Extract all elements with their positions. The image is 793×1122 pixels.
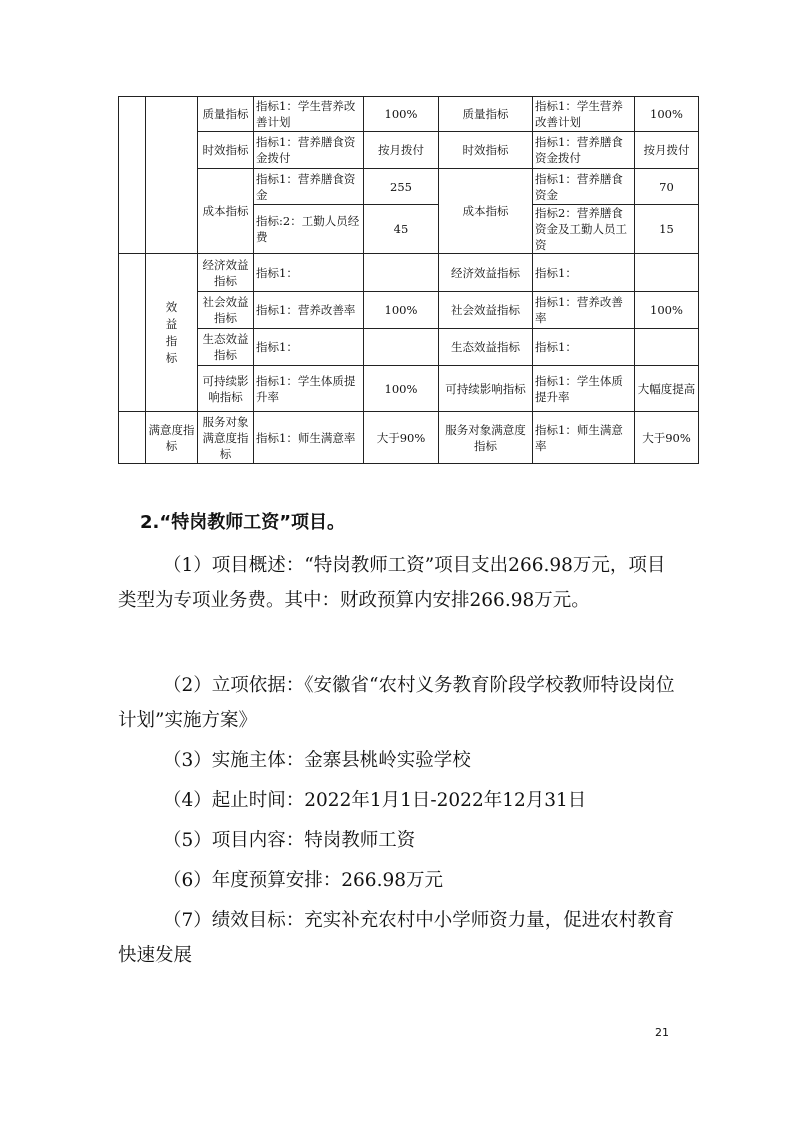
cell <box>364 329 439 366</box>
page-number: 21 <box>655 1026 669 1039</box>
cell: 质量指标 <box>198 97 254 132</box>
cell: 大于90% <box>364 412 439 464</box>
cell: 指标1：营养膳食资金 <box>254 169 364 205</box>
cell: 指标1：学生营养改善计划 <box>254 97 364 132</box>
cell: 按月拨付 <box>364 132 439 169</box>
blank-cell <box>119 412 146 464</box>
blank-cell <box>119 97 146 254</box>
cell: 指标1：学生营养改善计划 <box>533 97 635 132</box>
cell: 可持续影响指标 <box>439 366 533 412</box>
cell: 指标1：营养改善率 <box>533 292 635 329</box>
cell: 指标:2：工勤人员经费 <box>254 205 364 254</box>
cell: 大幅度提高 <box>635 366 699 412</box>
section-heading: 2.“特岗教师工资”项目。 <box>140 512 346 533</box>
cell: 指标2：营养膳食资金及工勤人员工资 <box>533 205 635 254</box>
cell <box>635 254 699 292</box>
cell: 社会效益指标 <box>439 292 533 329</box>
cell: 指标1：师生满意率 <box>533 412 635 464</box>
paragraph-goal: （7）绩效目标：充实补充农村中小学师资力量，促进农村教育快速发展 <box>118 910 675 966</box>
cell: 生态效益指标 <box>198 329 254 366</box>
cell: 成本指标 <box>439 169 533 254</box>
cell: 100% <box>364 366 439 412</box>
cell: 指标1：营养膳食资金拨付 <box>254 132 364 169</box>
cell: 100% <box>364 97 439 132</box>
blank-cell <box>119 254 146 412</box>
cell: 社会效益指标 <box>198 292 254 329</box>
cell: 成本指标 <box>198 169 254 254</box>
benefit-label-cell <box>146 254 198 412</box>
cell: 指标1：营养膳食资金 <box>533 169 635 205</box>
cell: 指标1：营养改善率 <box>254 292 364 329</box>
cell: 可持续影响指标 <box>198 366 254 412</box>
cell: 生态效益指标 <box>439 329 533 366</box>
paragraph-period: （4）起止时间：2022年1月1日-2022年12月31日 <box>163 790 587 811</box>
cell: 15 <box>635 205 699 254</box>
paragraph-budget: （6）年度预算安排：266.98万元 <box>163 870 444 891</box>
benefit-label: 效益指标 <box>165 299 178 365</box>
paragraph-entity: （3）实施主体：金寨县桃岭实验学校 <box>163 750 471 771</box>
cell: 指标1： <box>254 254 364 292</box>
paragraph-overview: （1）项目概述：“特岗教师工资”项目支出266.98万元，项目类型为专项业务费。其中：财政预算内安排266.98万元。 <box>118 555 666 611</box>
blank-cell <box>146 97 198 254</box>
paragraph-content: （5）项目内容：特岗教师工资 <box>163 830 416 851</box>
cell: 经济效益指标 <box>198 254 254 292</box>
cell: 100% <box>635 292 699 329</box>
cell: 大于90% <box>635 412 699 464</box>
cell: 指标1：营养膳食资金拨付 <box>533 132 635 169</box>
cell: 时效指标 <box>439 132 533 169</box>
cell: 指标1：师生满意率 <box>254 412 364 464</box>
cell: 指标1：学生体质提升率 <box>254 366 364 412</box>
paragraph-basis: （2）立项依据：《安徽省“农村义务教育阶段学校教师特设岗位计划”实施方案》 <box>118 675 675 731</box>
cell: 45 <box>364 205 439 254</box>
cell: 指标1： <box>533 329 635 366</box>
cell: 指标1： <box>254 329 364 366</box>
cell: 服务对象满意度指标 <box>198 412 254 464</box>
cell: 指标1：学生体质提升率 <box>533 366 635 412</box>
cell: 指标1： <box>533 254 635 292</box>
cell <box>364 254 439 292</box>
performance-table <box>118 96 699 464</box>
cell <box>635 329 699 366</box>
cell: 满意度指标 <box>146 412 198 464</box>
cell: 按月拨付 <box>635 132 699 169</box>
cell: 经济效益指标 <box>439 254 533 292</box>
cell: 255 <box>364 169 439 205</box>
cell: 100% <box>635 97 699 132</box>
cell: 时效指标 <box>198 132 254 169</box>
cell: 100% <box>364 292 439 329</box>
cell: 质量指标 <box>439 97 533 132</box>
cell: 服务对象满意度指标 <box>439 412 533 464</box>
cell: 70 <box>635 169 699 205</box>
